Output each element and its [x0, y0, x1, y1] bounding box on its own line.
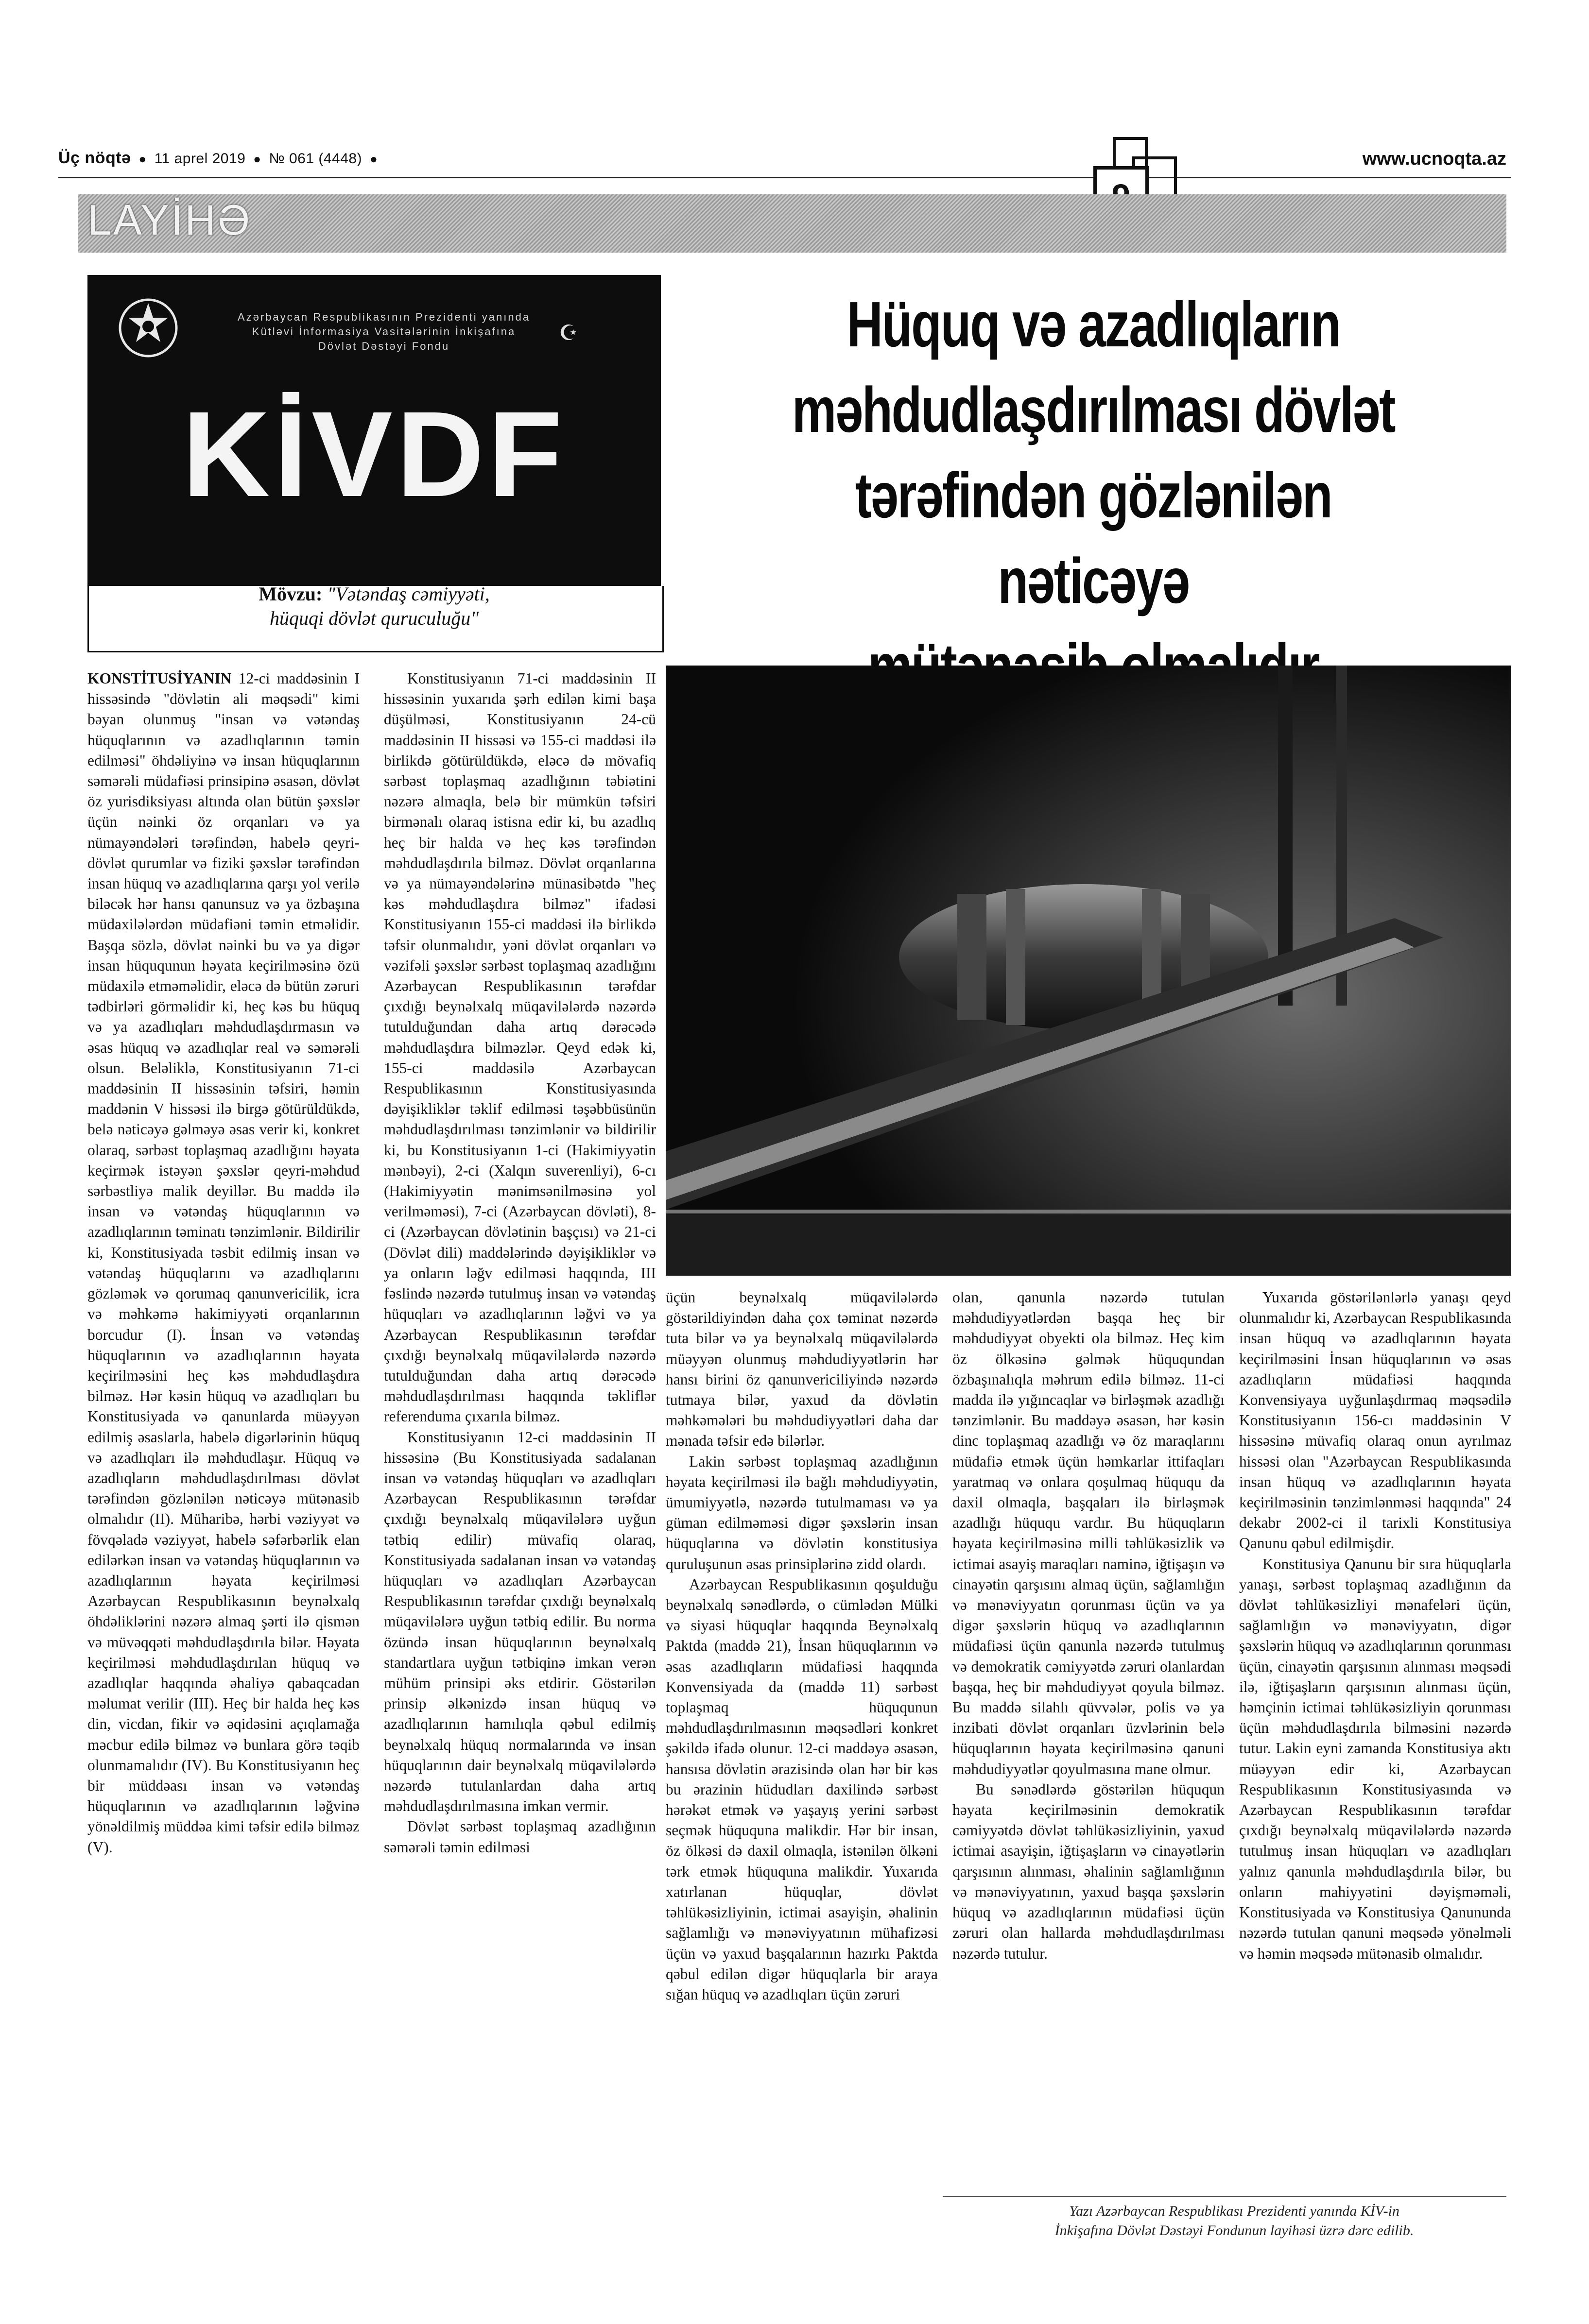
article-column-3: [666, 1287, 938, 2005]
paragraph: Yuxarıda göstərilənlərlə yanaşı qeyd olunmalıdır ki, Azərbaycan Respublikasında insan hüquq və azadlıqlarının həyata keçirilməsini İnsan hüquqlarının və əsas azadlıqların müdafiəsi haqqında Konvensiyaya uyğunlaşdırmaq məqsədilə Konstitusiyanın 156-cı maddəsinin V hissəsinə müvafiq olaraq onun ayrılmaz hissəsi olan "Azərbaycan Respublikasında insan hüquq və azadlıqlarının həyata keçirilməsinin tənzimlənməsi haqqında" 24 dekabr 2002-ci il tarixli Konstitusiya Qanunu qəbul edilmişdir.: [1239, 1289, 1511, 1552]
paragraph: Azərbaycan Respublikasının qoşulduğu beynəlxalq sənədlərdə, o cümlədən Mülki və siyasi hüquqlar haqqında Beynəlxalq Paktda (maddə 21), İnsan hüquqlarının və əsas azadlıqların müdafiəsi haqqında Konvensiyada da (maddə 11) sərbəst toplaşmaq hüququnun məhdudlaşdırılmasının məqsədləri konkret şəkildə ifadə olunur. 12-ci maddəyə əsasən, hansısa dövlətin ərazisində olan hər bir kəs bu ərazinin hüdudları daxilində sərbəst hərəkət etmək və yaşayış yerini sərbəst seçmək hüququna malikdir. Hər bir insan, öz ölkəsi də daxil olmaqla, istənilən ölkəni tərk etmək hüququna malikdir. Yuxarıda xatırlanan hüquqlar, dövlət təhlükəsizliyinin, ictimai asayişin, əhalinin sağlamlığı və mənəviyyatının mühafizəsi üçün və yaxud başqalarının hazırkı Paktda qəbul edilən digər hüquqlarla bir araya sığan hüquq və azadlıqları üçün zəruri: [666, 1575, 938, 2003]
paragraph: olan, qanunla nəzərdə tutulan məhdudiyyətlərdən başqa heç bir məhdudiyyət obyekti ola bilməz. Heç kim öz ölkəsinə gəlmək hüququndan özbaşınalıqla məhrum edilə bilməz. 11-ci madda ilə yığıncaqlar və birləşmək azadlığı tənzimlənir. Bu maddəyə əsasən, hər kəsin dinc toplaşmaq azadlığı və öz maraqlarını müdafiə etmək üçün həmkarlar ittifaqları yaratmaq və onlara qoşulmaq hüququ da daxil olmaqla, başqaları ilə birləşmək azadlığı hüququ vardır. Bu hüquqların həyata keçirilməsinə milli təhlükəsizlik və ictimai asayiş maraqları naminə, iğtişaşın və cinayətin qarşısını almaq üçün, sağlamlığın və mənəviyyatın qorunması üçün və ya digər şəxslərin hüquq və azadlıqlarının müdafiəsi üçün qanunla nəzərdə tutulmuş və demokratik cəmiyyətdə zəruri olanlardan başqa, heç bir məhdudiyyət qoyula bilməz. Bu maddə silahlı qüvvələr, polis və ya inzibati dövlət orqanları üzvlərinin belə hüquqlarının həyata keçirilməsinə qanuni məhdudiyyətlər qoyulmasına mane olmur.: [952, 1289, 1225, 1777]
org-line: Kütləvi İnformasiya Vasitələrinin İnkişafına: [252, 325, 516, 338]
bullet-icon: ●: [253, 151, 261, 166]
paragraph: Bu sənədlərdə göstərilən hüququn həyata keçirilməsinin demokratik cəmiyyətdə dövlət təhlükəsizliyinin, yaxud ictimai asayişin, iğtişaşların və cinayətlərin qarşısının alınması, əhalinin sağlamlığının və mənəviyyatının, yaxud başqa şəxslərin hüquq və azadlıqlarının müdafiəsi üçün zəruri olan hallarda məhdudlaşdırılması nəzərdə tutulur.: [952, 1780, 1225, 1962]
footnote-line: İnkişafına Dövlət Dəstəyi Fondunun layihəsi üzrə dərc edilib.: [1054, 2222, 1414, 2239]
org-line: Dövlət Dəstəyi Fondu: [318, 340, 450, 352]
footnote-divider: [943, 2196, 1506, 2197]
topic-text: "Vətəndaş cəmiyyəti,: [327, 583, 490, 605]
topic-text: hüquqi dövlət quruculuğu": [269, 607, 479, 629]
header-divider: [58, 177, 1511, 178]
paragraph: Lakin sərbəst toplaşmaq azadlığının həyata keçirilməsi ilə bağlı məhdudiyyətin, ümumiyyətlə, nəzərdə tutulmaması və ya güman edilməməsi digər şəxslərin insan hüquqlarına və dövlətin konstitusiya quruluşunun əsas prinsiplərinə zidd olardı.: [666, 1452, 938, 1572]
org-line: Azərbaycan Respublikasının Prezidenti yanında: [237, 311, 531, 323]
kivdf-acronym: KİVDF: [182, 386, 566, 522]
paragraph: Konstitusiya Qanunu bir sıra hüquqlarla yanaşı, sərbəst toplaşmaq azadlığının da dövlət təhlükəsizliyi mənafeləri üçün, sağlamlığın və mənəviyyatın, digər şəxslərin hüquq və azadlıqlarının qorunması üçün, cinayətin qarşısının alınması məqsədi ilə, iğtişaşların qarşısının alınması üçün, həmçinin ictimai təhlükəsizliyin qorunması üçün məhdudlaşdırıla bilməsini nəzərdə tutur. Lakin eyni zamanda Konstitusiya aktı müəyyən edir ki, Azərbaycan Respublikasının Konstitusiyasında və Azərbaycan Respublikasının tərəfdar çıxdığı beynəlxalq müqavilələrdə nəzərdə tutulmuş insan hüquqları və azadlıqları yalnız qanunla məhdudlaşdırıla bilər, bu onların mahiyyətini dəyişməməli, Konstitusiyada və Konstitusiya Qanununda nəzərdə tutulan qanuni məqsədə yönəlməli və həmin məqsədə mütənasib olmalıdır.: [1239, 1555, 1511, 1962]
headline-line: Hüquq və azadlıqların: [846, 289, 1340, 360]
issue-date: 11 aprel 2019: [154, 151, 246, 167]
bullet-icon: ●: [370, 151, 378, 166]
masthead: [58, 149, 380, 168]
footnote: [972, 2202, 1497, 2240]
footnote-line: Yazı Azərbaycan Respublikası Prezidenti yanında KİV-in: [1069, 2203, 1399, 2219]
issue-number: № 061 (4448): [269, 151, 363, 167]
gavel-photo: [666, 666, 1511, 1276]
paragraph-text: 12-ci maddəsinin I hissəsində "dövlətin ali məqsədi" kimi bəyan olunmuş "insan və vətəndaş hüquqlarının və azadlıqlarının təmin edilməsi" öhdəliyinə və insan hüquqlarının səmərəli müdafiəsi prinsipinə əsasən, dövlət öz yurisdiksiyası altında olan bütün şəxslər üçün nəinki öz orqanları və ya nümayəndələri tərəfindən, habelə qeyri-dövlət qurumlar və fiziki şəxslər tərəfindən insan hüquq və azadlıqlarına qarşı yol verilə biləcək hər hansı qanunsuz və ya özbaşına müdaxilələrdən müdafiəni təmin etməlidir. Başqa sözlə, dövlət nəinki bu və ya digər insan hüququnun həyata keçirilməsinə özü müdaxilə etməməlidir, eləcə də bütün zəruri tədbirləri görməlidir ki, heç kəs bu hüquq və ya azadlıqları məhdudlaşdırmasın və əsas hüquq və azadlıqlar real və səmərəli olsun. Beləliklə, Konstitusiyanın 71-ci maddəsinin II hissəsinin təfsiri, həmin maddənin V hissəsi ilə birgə götürüldükdə, belə nəticəyə gəlməyə əsas verir ki, konkret olaraq, sərbəst toplaşmaq azadlığını həyata keçirmək istəyən şəxslər qeyri-məhdud sərbəstliyə malik deyillər. Bu maddə ilə insan və vətəndaş hüquqlarının və azadlıqlarının təminatı tənzimlənir. Bildirilir ki, Konstitusiyada təsbit edilmiş insan və vətəndaş hüquqlarını və azadlıqlarını gözləmək və qorumaq qanunvericilik, icra və məhkəmə hakimiyyəti orqanlarının borcudur (I). İnsan və vətəndaş hüquqlarının və azadlıqlarının həyata keçirilməsini heç kəs məhdudlaşdıra bilməz. Hər kəsin hüquq və azadlıqları bu Konstitusiyada və qanunlarda müəyyən edilmiş əsaslarla, habelə digərlərinin hüquq və azadlıqları ilə məhdudlaşır. Hüquq və azadlıqların məhdudlaşdırılması dövlət tərəfindən gözlənilən nəticəyə mütənasib olmalıdır (II). Müharibə, hərbi vəziyyət və fövqəladə vəziyyət, habelə səfərbərlik elan edilərkən insan və vətəndaş hüquqlarının və azadlıqlarının həyata keçirilməsi Azərbaycan Respublikasının beynəlxalq öhdəliklərini nəzərə almaq şərti ilə qismən və müvəqqəti məhdudlaşdırıla bilər. Həyata keçirilməsi məhdudlaşdırılan hüquq və azadlıqlar haqqında əhaliyə qabaqcadan məlumat verilir (III). Heç bir halda heç kəs din, vicdan, fikir və əqidəsini açıqlamağa məcbur edilə bilməz və bunlara görə təqib olunmamalıdır (IV). Bu Konstitusiyanın heç bir müddəası insan və vətəndaş hüquqlarının və azadlıqlarının ləğvinə yönəldilmiş müddəa kimi təfsir edilə bilməz (V).: [87, 670, 360, 1856]
article-column-1: [87, 668, 360, 1858]
headline-line: tərəfindən gözlənilən nəticəyə: [855, 460, 1332, 616]
topic-label: Mövzu:: [259, 583, 323, 605]
lead-word: KONSTİTUSİYANIN: [87, 670, 232, 687]
article-column-5: [1239, 1287, 1511, 1964]
paragraph: üçün beynəlxalq müqavilələrdə göstərildiyindən daha çox təminat nəzərdə tuta bilər və ya beynəlxalq müqavilələrdə müəyyən olunmuş məhdudiyyətlərin hər hansı birini öz qanunvericiliyində nəzərdə tutmaya bilər, yaxud da dövlətin məhkəmələri bu məhdudiyyətləri daha dar mənada təfsir edə bilərlər.: [666, 1289, 938, 1450]
paragraph: Dövlət sərbəst toplaşmaq azadlığının səmərəli təmin edilməsi: [384, 1818, 656, 1856]
topic-caption: [87, 582, 661, 631]
bullet-icon: ●: [138, 151, 147, 166]
section-band: [78, 194, 1506, 253]
article-headline: [771, 282, 1416, 709]
azerbaijan-emblem-icon: [117, 296, 180, 359]
headline-line: məhdudlaşdırılması dövlət: [792, 374, 1395, 445]
section-label: LAYİHƏ: [87, 196, 252, 244]
paragraph: Konstitusiyanın 71-ci maddəsinin II hissəsinin yuxarıda şərh edilən kimi başa düşülməsi, Konstitusiyanın 24-cü maddəsinin II hissəsi və 155-ci maddəsi ilə birlikdə götürüldükdə, eləcə də mövafiq sərbəst toplaşmaq azadlığının təbiətini nəzərə almaqla, belə bir mümkün təfsiri birmənalı olaraq istisna edir ki, bu azadlıq heç bir halda və heç kəs tərəfindən məhdudlaşdırıla bilməz. Dövlət orqanlarına və ya nümayəndələrinə münasibətdə "heç kəs məhdudlaşdıra bilməz" ifadəsi Konstitusiyanın 155-ci maddəsi ilə birlikdə təfsir olunmalıdır, yəni dövlət orqanları və vəzifəli şəxslər sərbəst toplaşmaq azadlığını Azərbaycan Respublikasının tərəfdar çıxdığı beynəlxalq müqavilələrdə nəzərdə tutulduğundan daha artıq dərəcədə məhdudlaşdıra bilməzlər. Qeyd edək ki, 155-ci maddəsilə Azərbaycan Respublikasının Konstitusiyasında dəyişikliklər təklif edilməsi təşəbbüsünün məhdudlaşdırılması tənzimlənir və bildirilir ki, bu Konstitusiyanın 1-ci (Hakimiyyətin mənbəyi), 2-ci (Xalqın suverenliyi), 6-cı (Hakimiyyətin mənimsənilməsinə yol verilməməsi), 7-ci (Azərbaycan dövləti), 8-ci (Azərbaycan dövlətinin başçısı) və 21-ci (Dövlət dili) maddələrində dəyişikliklər və ya onların ləğv edilməsi haqqında, III fəslində nəzərdə tutulmuş insan və vətəndaş hüquqları və azadlıqlarının ləğvi və ya Azərbaycan Respublikasının tərəfdar çıxdığı beynəlxalq müqavilələrdə nəzərdə tutulduğundan daha artıq dərəcədə məhdudlaşdırılması haqqında təkliflər referenduma çıxarıla bilməz.: [384, 670, 656, 1425]
website-link[interactable]: www.ucnoqta.az: [1362, 149, 1506, 169]
paragraph: [87, 668, 360, 1858]
paper-name: Üç nöqtə: [58, 149, 131, 167]
article-column-2: [384, 668, 656, 1858]
paragraph: Konstitusiyanın 12-ci maddəsinin II hissəsinə (Bu Konstitusiyada sadalanan insan və vətəndaş hüquqları və azadlıqları Azərbaycan Respublikasının tərəfdar çıxdığı beynəlxalq müqavilələrə uyğun tətbiq edilir) müvafiq olaraq, Konstitusiyada sadalanan insan və vətəndaş hüquqları və azadlıqları Azərbaycan Respublikasının tərəfdar çıxdığı beynəlxalq müqavilələrə uyğun tətbiq edilir. Bu norma özündə insan hüquqlarının beynəlxalq standartlara uyğun tətbiqinə imkan verən mühüm prinsipi əks etdirir. Göstərilən prinsip əlkənizdə insan hüquq və azadlıqlarının hamılıqla qəbul edilmiş beynəlxalq hüquq normalarında və insan hüquqlarının dair beynəlxalq müqavilələrdə nəzərdə tutulanlardan daha artıq məhdudlaşdırılmasına imkan vermir.: [384, 1428, 656, 1815]
kivdf-org-name: [199, 310, 569, 354]
crescent-star-icon: ☪: [559, 321, 578, 345]
article-column-4: [952, 1287, 1225, 1964]
